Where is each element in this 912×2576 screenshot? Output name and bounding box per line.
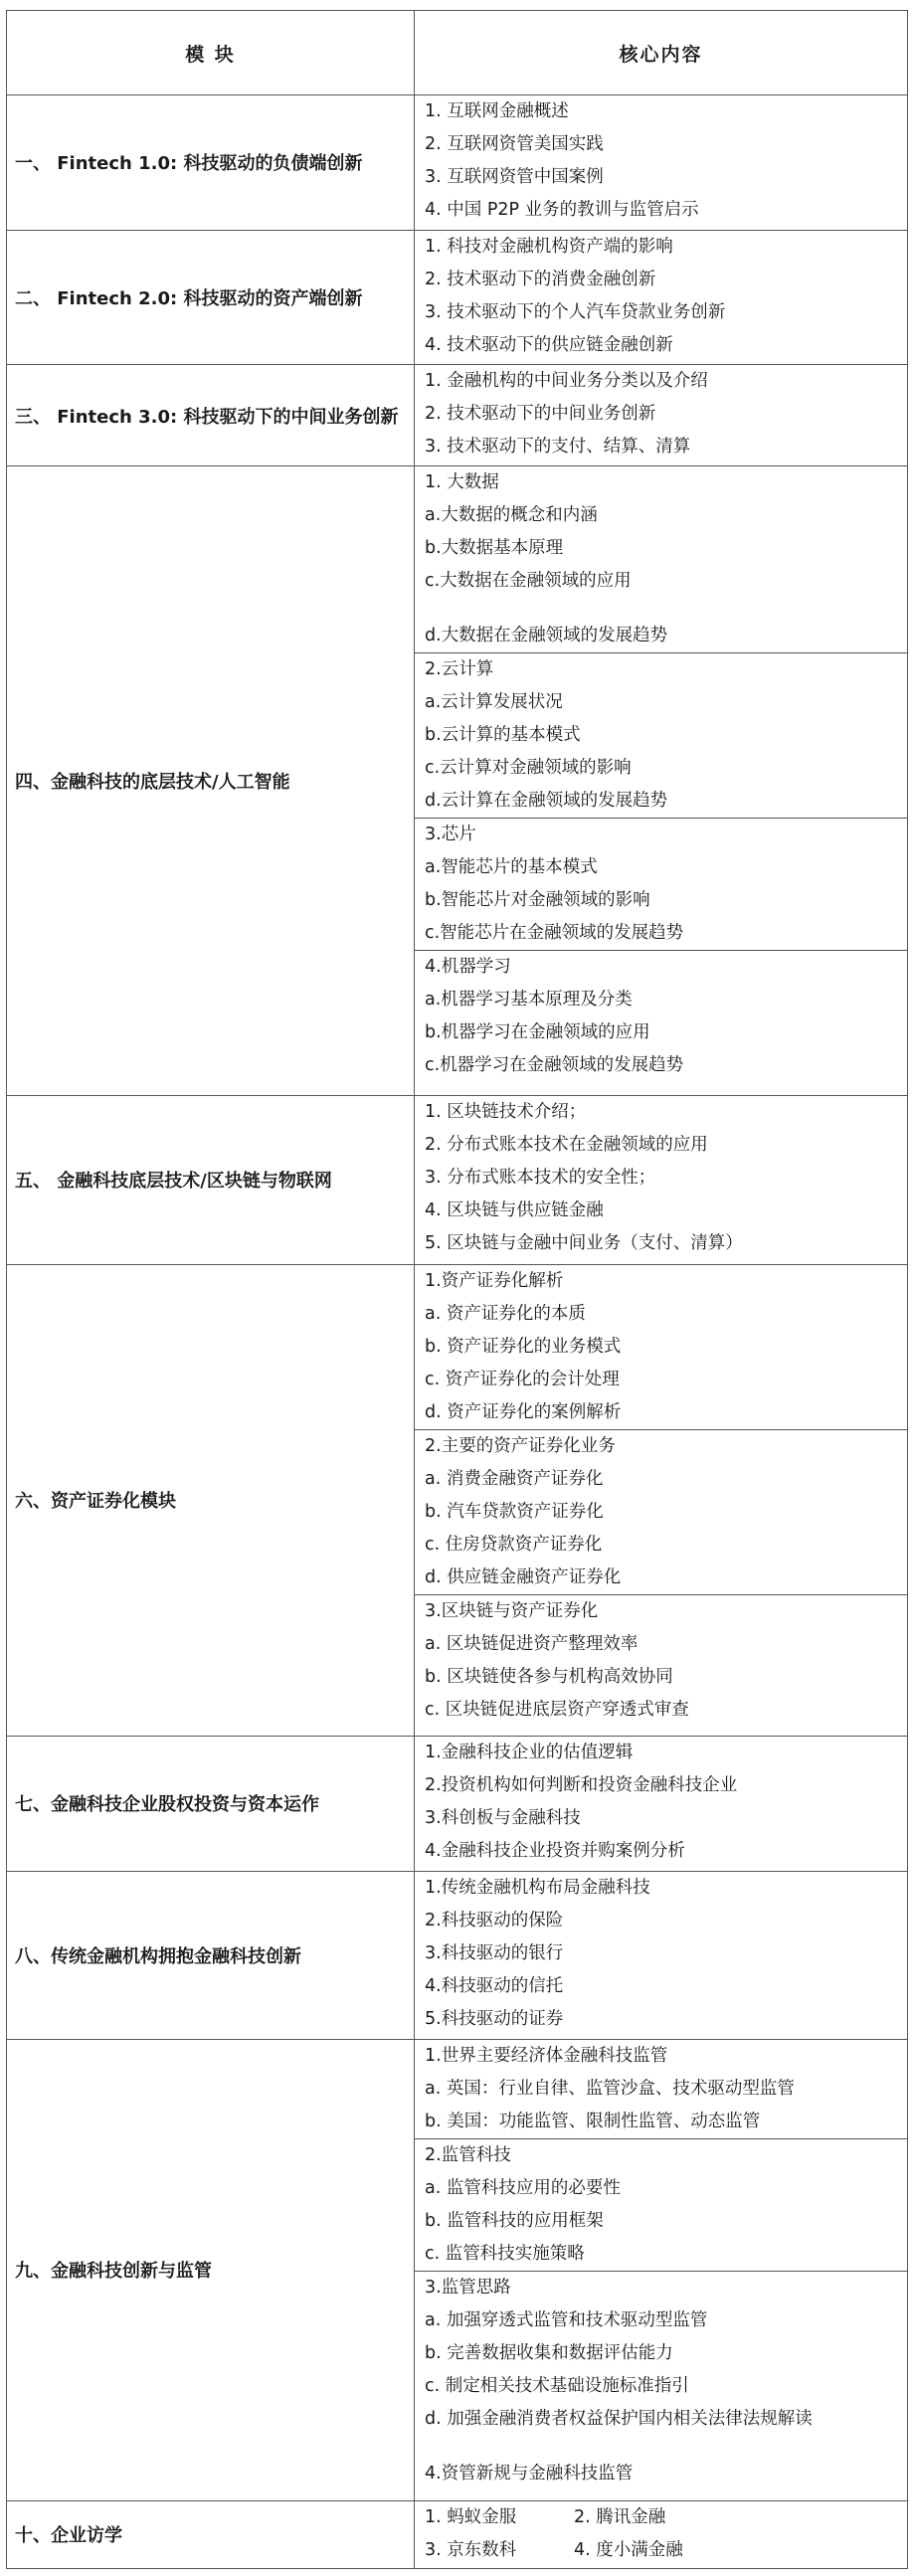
content-line: a. 加强穿透式监管和技术驱动型监管 [425,2310,708,2331]
content-block [415,2501,907,2567]
table-row [7,1871,908,2039]
content-line: a.机器学习基本原理及分类 [425,990,633,1011]
header-module: 模 块 [7,11,415,95]
company-name: 4. 度小满金融 [574,2539,683,2560]
content-block [415,466,907,652]
content-line: a. 消费金融资产证券化 [425,1468,604,1489]
module-content [415,1871,908,2039]
content-block [415,1265,907,1429]
module-title: 五、 金融科技底层技术/区块链与物联网 [7,1096,415,1264]
content-line: b. 资产证券化的业务模式 [425,1336,622,1357]
content-line: 5. 区块链与金融中间业务（支付、清算） [425,1233,743,1254]
content-block [415,95,907,227]
content-block [415,1594,907,1727]
content-line: 1. 互联网金融概述 [425,101,569,121]
content-line [415,2501,907,2534]
table-row [7,1096,908,1264]
content-line: c. 制定相关技术基础设施标准指引 [425,2376,689,2397]
module-title: 八、传统金融机构拥抱金融科技创新 [7,1871,415,2039]
content-line: 3. 技术驱动下的个人汽车贷款业务创新 [425,301,726,322]
content-line: b. 美国：功能监管、限制性监管、动态监管 [425,2112,761,2132]
content-line: a. 监管科技应用的必要性 [425,2178,621,2199]
content-line: 4. 技术驱动下的供应链金融创新 [425,334,673,355]
content-line: 2. 技术驱动下的中间业务创新 [425,404,656,425]
content-block [415,365,907,463]
content-block [415,1096,907,1260]
module-content [415,2500,908,2568]
content-line: d. 资产证券化的案例解析 [425,1401,622,1422]
content-line: 2.云计算 [425,659,494,680]
content-line: 2. 分布式账本技术在金融领域的应用 [425,1135,708,1156]
header-content: 核心内容 [415,11,908,95]
module-content [415,2040,908,2500]
content-line: c.云计算对金融领域的影响 [425,758,632,779]
content-line: d.大数据在金融领域的发展趋势 [425,626,668,646]
content-block [415,818,907,950]
content-line: d. 供应链金融资产证券化 [425,1566,622,1587]
module-title: 一、 Fintech 1.0: 科技驱动的负债端创新 [7,95,415,231]
content-line: a. 资产证券化的本质 [425,1303,586,1324]
module-content [415,1096,908,1264]
content-line: 1. 区块链技术介绍； [425,1102,587,1123]
content-line: c. 资产证券化的会计处理 [425,1369,620,1389]
module-title: 七、金融科技企业股权投资与资本运作 [7,1737,415,1872]
table-row [7,1264,908,1737]
content-line: 5.科技驱动的证券 [425,2008,564,2029]
content-line: 3. 分布式账本技术的安全性； [425,1168,656,1189]
content-line: 3.区块链与资产证券化 [425,1600,599,1621]
content-line: d.云计算在金融领域的发展趋势 [425,791,668,812]
content-block [415,1429,907,1594]
module-content [415,95,908,231]
content-line: 1.世界主要经济体金融科技监管 [425,2046,668,2067]
content-line: c. 区块链促进底层资产穿透式审查 [425,1699,689,1720]
content-line: a.智能芯片的基本模式 [425,857,598,878]
content-line: 1.资产证券化解析 [425,1270,564,1291]
content-line: c.机器学习在金融领域的发展趋势 [425,1055,684,1076]
module-title: 二、 Fintech 2.0: 科技驱动的资产端创新 [7,230,415,365]
content-block [415,2040,907,2138]
content-line: 2.投资机构如何判断和投资金融科技企业 [425,1775,738,1796]
content-block [415,2271,907,2490]
content-line: 2.科技驱动的保险 [425,1910,564,1931]
content-line: a. 区块链促进资产整理效率 [425,1633,638,1654]
company-name: 3. 京东数科 [425,2539,517,2560]
module-content [415,1737,908,1872]
content-line: c.智能芯片在金融领域的发展趋势 [425,923,684,944]
table-row [7,95,908,231]
table-header-row [7,11,908,95]
content-block [415,652,907,818]
module-title: 六、资产证券化模块 [7,1264,415,1737]
content-line: c. 监管科技实施策略 [425,2244,585,2265]
content-line: b.机器学习在金融领域的应用 [425,1022,650,1043]
content-line: 2. 互联网资管美国实践 [425,134,604,154]
content-line: a.云计算发展状况 [425,692,563,713]
content-line: 3. 技术驱动下的支付、结算、清算 [425,437,691,458]
content-line: d. 加强金融消费者权益保护国内相关法律法规解读 [425,2409,813,2430]
content-block [415,2138,907,2271]
curriculum-table [6,10,908,2569]
module-content [415,230,908,365]
content-line: a.大数据的概念和内涵 [425,505,598,526]
content-line: b. 汽车贷款资产证券化 [425,1501,604,1522]
blank-line [415,2436,907,2458]
content-line: b. 完善数据收集和数据评估能力 [425,2343,673,2364]
content-line: 1.金融科技企业的估值逻辑 [425,1743,634,1763]
content-line: 4.机器学习 [425,957,511,978]
content-line: b.智能芯片对金融领域的影响 [425,890,650,911]
table-body [7,95,908,2569]
content-line: 4.金融科技企业投资并购案例分析 [425,1841,685,1862]
module-content [415,1264,908,1737]
content-block [415,1872,907,2036]
content-line: 3.科技驱动的银行 [425,1942,564,1963]
content-line [415,2534,907,2567]
content-line: b. 区块链使各参与机构高效协同 [425,1666,673,1687]
company-name: 2. 腾讯金融 [574,2506,666,2527]
content-line: 4. 中国 P2P 业务的教训与监管启示 [425,200,699,220]
content-line: b.云计算的基本模式 [425,725,581,746]
table-row [7,2040,908,2500]
content-line: c. 住房贷款资产证券化 [425,1534,603,1555]
content-line: 1.传统金融机构布局金融科技 [425,1877,650,1898]
content-line: 3.科创板与金融科技 [425,1808,581,1829]
module-content [415,466,908,1096]
content-block [415,231,907,362]
content-line: b. 监管科技的应用框架 [425,2211,604,2232]
module-title: 三、 Fintech 3.0: 科技驱动下的中间业务创新 [7,365,415,466]
content-block [415,950,907,1082]
content-line: a. 英国：行业自律、监管沙盒、技术驱动型监管 [425,2079,795,2100]
table-row [7,1737,908,1872]
content-line: 3. 互联网资管中国案例 [425,167,604,187]
content-line: 4. 区块链与供应链金融 [425,1200,604,1221]
content-line: 4.资管新规与金融科技监管 [425,2464,634,2484]
content-line: 4.科技驱动的信托 [425,1975,564,1996]
content-line: c.大数据在金融领域的应用 [425,571,632,592]
content-line: 1. 金融机构的中间业务分类以及介绍 [425,371,708,392]
module-content [415,365,908,466]
module-title: 四、金融科技的底层技术/人工智能 [7,466,415,1096]
content-line: 2.监管科技 [425,2145,511,2166]
content-line: 1. 大数据 [425,472,499,493]
content-line: 3.监管思路 [425,2278,511,2299]
content-line: 3.芯片 [425,825,476,845]
module-title: 九、金融科技创新与监管 [7,2040,415,2500]
company-name: 1. 蚂蚁金服 [425,2506,517,2527]
blank-line [415,598,907,620]
content-line: 1. 科技对金融机构资产端的影响 [425,236,673,257]
table-row [7,365,908,466]
content-block [415,1737,907,1868]
table-row [7,466,908,1096]
content-line: 2.主要的资产证券化业务 [425,1435,616,1456]
content-line: b.大数据基本原理 [425,538,564,559]
table-row [7,230,908,365]
content-line: 2. 技术驱动下的消费金融创新 [425,269,656,289]
table-row [7,2500,908,2568]
module-title: 十、企业访学 [7,2500,415,2568]
